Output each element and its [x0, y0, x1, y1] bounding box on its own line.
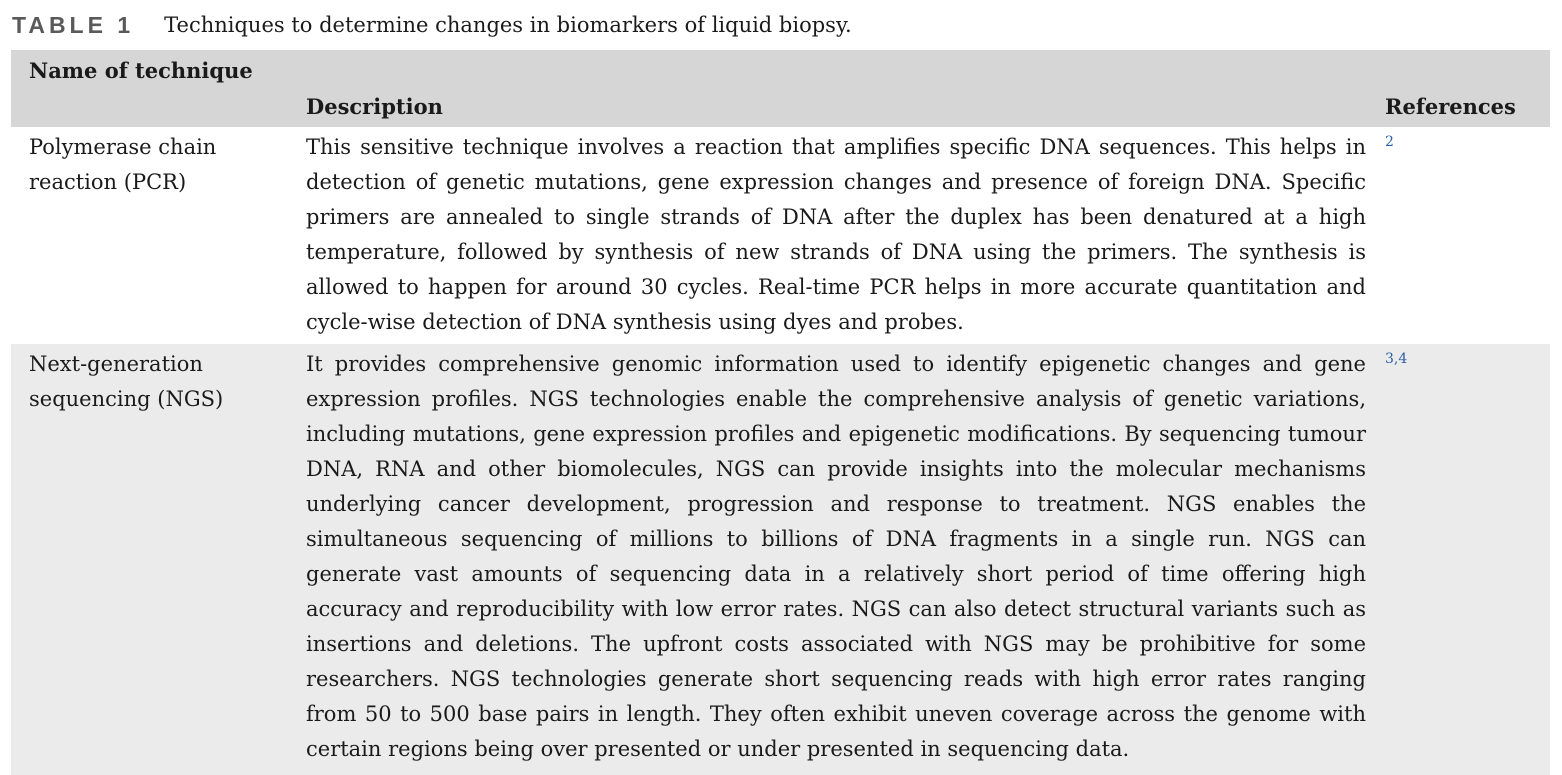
technique-description: This sensitive technique involves a reaction that amplifies specific DNA sequences. This helps in detection of genetic mutations, gene expression changes and presence of foreign DNA. Specific primers are annealed to single strands of DNA after the duplex has been denatured at a high temperature, followed by synthesis of new strands of DNA using the primers. The synthesis is allowed to happen for around 30 cycles. Real-time PCR helps in more accurate quantitation and cycle-wise detection of DNA synthesis using dyes and probes. — [306, 135, 1366, 334]
header-description: Description — [306, 94, 443, 119]
table-label: TABLE 1 — [12, 11, 135, 38]
header-name-of-technique: Name of technique — [29, 58, 253, 83]
techniques-table — [11, 50, 1550, 775]
table-row — [11, 127, 1550, 344]
technique-name: Polymerase chain reaction (PCR) — [29, 135, 217, 194]
reference-link[interactable]: 2 — [1385, 134, 1394, 150]
table-title: Techniques to determine changes in biomarkers of liquid biopsy. — [164, 13, 852, 37]
technique-description: It provides comprehensive genomic information used to identify epigenetic changes and gene expression profiles. NGS technologies enable the comprehensive analysis of genetic variations, including mutations, gene expression profiles and epigenetic modifications. By sequencing tumour DNA, RNA and other biomolecules, NGS can provide insights into the molecular mechanisms underlying cancer development, progression and response to treatment. NGS enables the simultaneous sequencing of millions to billions of DNA fragments in a single run. NGS can generate vast amounts of sequencing data in a relatively short period of time offering high accuracy and reproducibility with low error rates. NGS can also detect structural variants such as insertions and deletions. The upfront costs associated with NGS may be prohibitive for some researchers. NGS technologies generate short sequencing reads with high error rates ranging from 50 to 500 base pairs in length. They often exhibit uneven coverage across the genome with certain regions being over presented or under presented in sequencing data. — [306, 352, 1366, 761]
technique-name: Next-generation sequencing (NGS) — [29, 352, 224, 411]
table-row — [11, 344, 1550, 775]
table-caption — [12, 8, 852, 42]
table-header-row — [11, 50, 1550, 127]
header-references: References — [1385, 94, 1516, 119]
reference-link[interactable]: 3,4 — [1385, 351, 1408, 367]
